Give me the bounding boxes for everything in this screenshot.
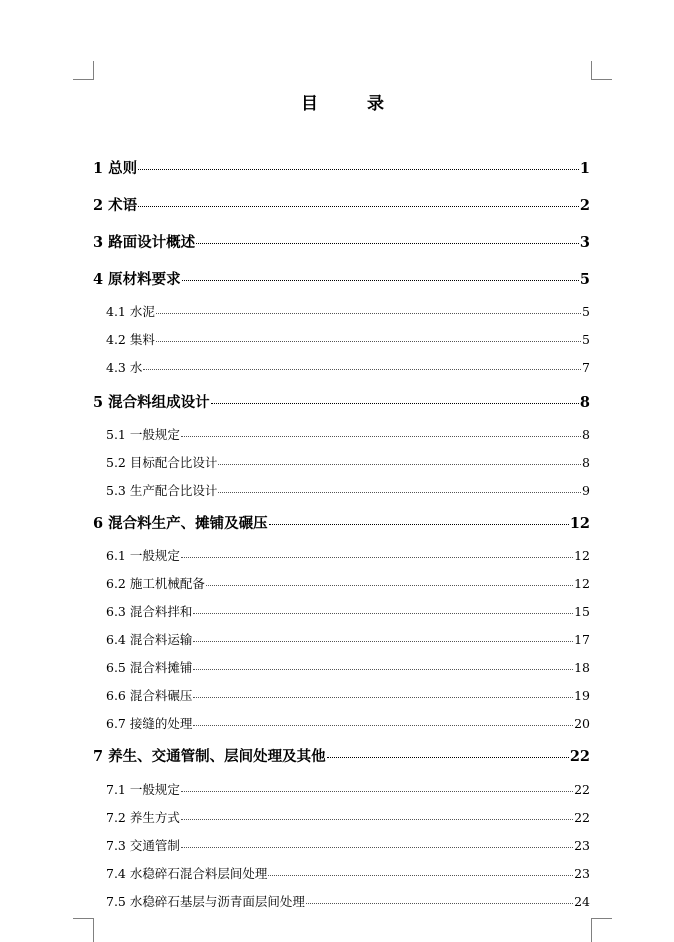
toc-page-number: 18	[574, 660, 590, 675]
toc-entry-section[interactable]	[106, 714, 590, 732]
toc-entry-chapter[interactable]	[93, 268, 590, 289]
title-char-right: 录	[367, 94, 384, 114]
toc-entry-section[interactable]	[106, 630, 590, 648]
toc-page-number: 3	[579, 234, 590, 251]
toc-entry-title: 7.1 一般规定	[106, 782, 180, 797]
toc-dot-leader	[218, 492, 581, 493]
toc-page-number: 8	[582, 427, 590, 442]
toc-page-number: 5	[579, 271, 590, 288]
toc-entry-section[interactable]	[106, 658, 590, 676]
toc-entry-title: 5.2 目标配合比设计	[106, 455, 218, 470]
toc-entry-chapter[interactable]	[93, 157, 590, 178]
toc-page-number: 20	[574, 716, 590, 731]
toc-entry-title: 6.7 接缝的处理	[106, 716, 193, 731]
toc-dot-leader	[182, 280, 579, 281]
toc-dot-leader	[181, 847, 573, 848]
toc-entry-title: 5 混合料组成设计	[93, 394, 210, 411]
toc-page-number: 1	[579, 160, 590, 177]
toc-entry-section[interactable]	[106, 780, 590, 798]
toc-dot-leader	[211, 403, 579, 404]
toc-entry-section[interactable]	[106, 836, 590, 854]
toc-entry-section[interactable]	[106, 574, 590, 592]
toc-entry-section[interactable]	[106, 546, 590, 564]
toc-entry-section[interactable]	[106, 892, 590, 910]
toc-page-number: 7	[582, 360, 590, 375]
toc-entry-title: 4.3 水	[106, 360, 143, 375]
toc-dot-leader	[181, 791, 573, 792]
toc-page-number: 5	[582, 332, 590, 347]
toc-dot-leader	[143, 369, 581, 370]
toc-entry-chapter[interactable]	[93, 745, 590, 766]
toc-page-number: 5	[582, 304, 590, 319]
toc-dot-leader	[193, 669, 573, 670]
toc-entry-chapter[interactable]	[93, 194, 590, 215]
toc-page-number: 8	[579, 394, 590, 411]
toc-dot-leader	[181, 436, 581, 437]
toc-entry-chapter[interactable]	[93, 231, 590, 252]
toc-entry-title: 3 路面设计概述	[93, 234, 196, 251]
toc-entry-section[interactable]	[106, 302, 590, 320]
toc-dot-leader	[218, 464, 581, 465]
toc-entry-title: 5.1 一般规定	[106, 427, 180, 442]
toc-entry-title: 6.4 混合料运输	[106, 632, 193, 647]
toc-dot-leader	[269, 524, 569, 525]
toc-page-number: 2	[579, 197, 590, 214]
toc-entry-title: 6 混合料生产、摊铺及碾压	[93, 515, 268, 532]
toc-page-number: 15	[574, 604, 590, 619]
toc-entry-title: 1 总则	[93, 160, 138, 177]
toc-dot-leader	[193, 697, 573, 698]
toc-dot-leader	[156, 313, 581, 314]
toc-page-number: 12	[569, 515, 590, 532]
toc-dot-leader	[327, 757, 569, 758]
toc-entry-title: 2 术语	[93, 197, 138, 214]
toc-page-number: 9	[582, 483, 590, 498]
toc-dot-leader	[193, 725, 573, 726]
toc-dot-leader	[138, 206, 579, 207]
toc-page-number: 23	[574, 838, 590, 853]
toc-page-number: 17	[574, 632, 590, 647]
toc-entry-title: 6.1 一般规定	[106, 548, 180, 563]
toc-dot-leader	[193, 641, 573, 642]
toc-entry-section[interactable]	[106, 686, 590, 704]
toc-page-number: 24	[574, 894, 590, 909]
toc-page-number: 22	[569, 748, 590, 765]
toc-page-number: 12	[574, 548, 590, 563]
toc-entry-title: 5.3 生产配合比设计	[106, 483, 218, 498]
toc-entry-title: 4.2 集料	[106, 332, 155, 347]
title-char-left: 目	[301, 94, 318, 114]
toc-entry-section[interactable]	[106, 425, 590, 443]
toc-entry-chapter[interactable]	[93, 391, 590, 412]
toc-page-number: 12	[574, 576, 590, 591]
toc-entry-title: 4.1 水泥	[106, 304, 155, 319]
toc-entry-title: 7.4 水稳碎石混合料层间处理	[106, 866, 268, 881]
toc-page-number: 8	[582, 455, 590, 470]
toc-entry-section[interactable]	[106, 481, 590, 499]
toc-entry-title: 6.2 施工机械配备	[106, 576, 205, 591]
toc-entry-section[interactable]	[106, 358, 590, 376]
toc-entry-section[interactable]	[106, 330, 590, 348]
toc-entry-section[interactable]	[106, 808, 590, 826]
toc-page-number: 22	[574, 782, 590, 797]
toc-dot-leader	[193, 613, 573, 614]
toc-entry-title: 6.3 混合料拌和	[106, 604, 193, 619]
toc-entry-title: 7.2 养生方式	[106, 810, 180, 825]
toc-page-number: 22	[574, 810, 590, 825]
toc-entry-title: 7 养生、交通管制、层间处理及其他	[93, 748, 326, 765]
toc-entry-title: 6.6 混合料碾压	[106, 688, 193, 703]
toc-dot-leader	[181, 557, 573, 558]
toc-entry-title: 4 原材料要求	[93, 271, 181, 288]
toc-entry-chapter[interactable]	[93, 512, 590, 533]
toc-page-number: 23	[574, 866, 590, 881]
toc-dot-leader	[306, 903, 573, 904]
toc-page-number: 19	[574, 688, 590, 703]
toc-entry-title: 7.5 水稳碎石基层与沥青面层间处理	[106, 894, 305, 909]
toc-entry-section[interactable]	[106, 602, 590, 620]
toc-dot-leader	[138, 169, 579, 170]
toc-entry-title: 6.5 混合料摊铺	[106, 660, 193, 675]
toc-dot-leader	[196, 243, 579, 244]
toc-entry-title: 7.3 交通管制	[106, 838, 180, 853]
toc-dot-leader	[181, 819, 573, 820]
toc-entry-section[interactable]	[106, 864, 590, 882]
toc-dot-leader	[206, 585, 573, 586]
toc-dot-leader	[156, 341, 581, 342]
toc-entry-section[interactable]	[106, 453, 590, 471]
toc-dot-leader	[268, 875, 573, 876]
